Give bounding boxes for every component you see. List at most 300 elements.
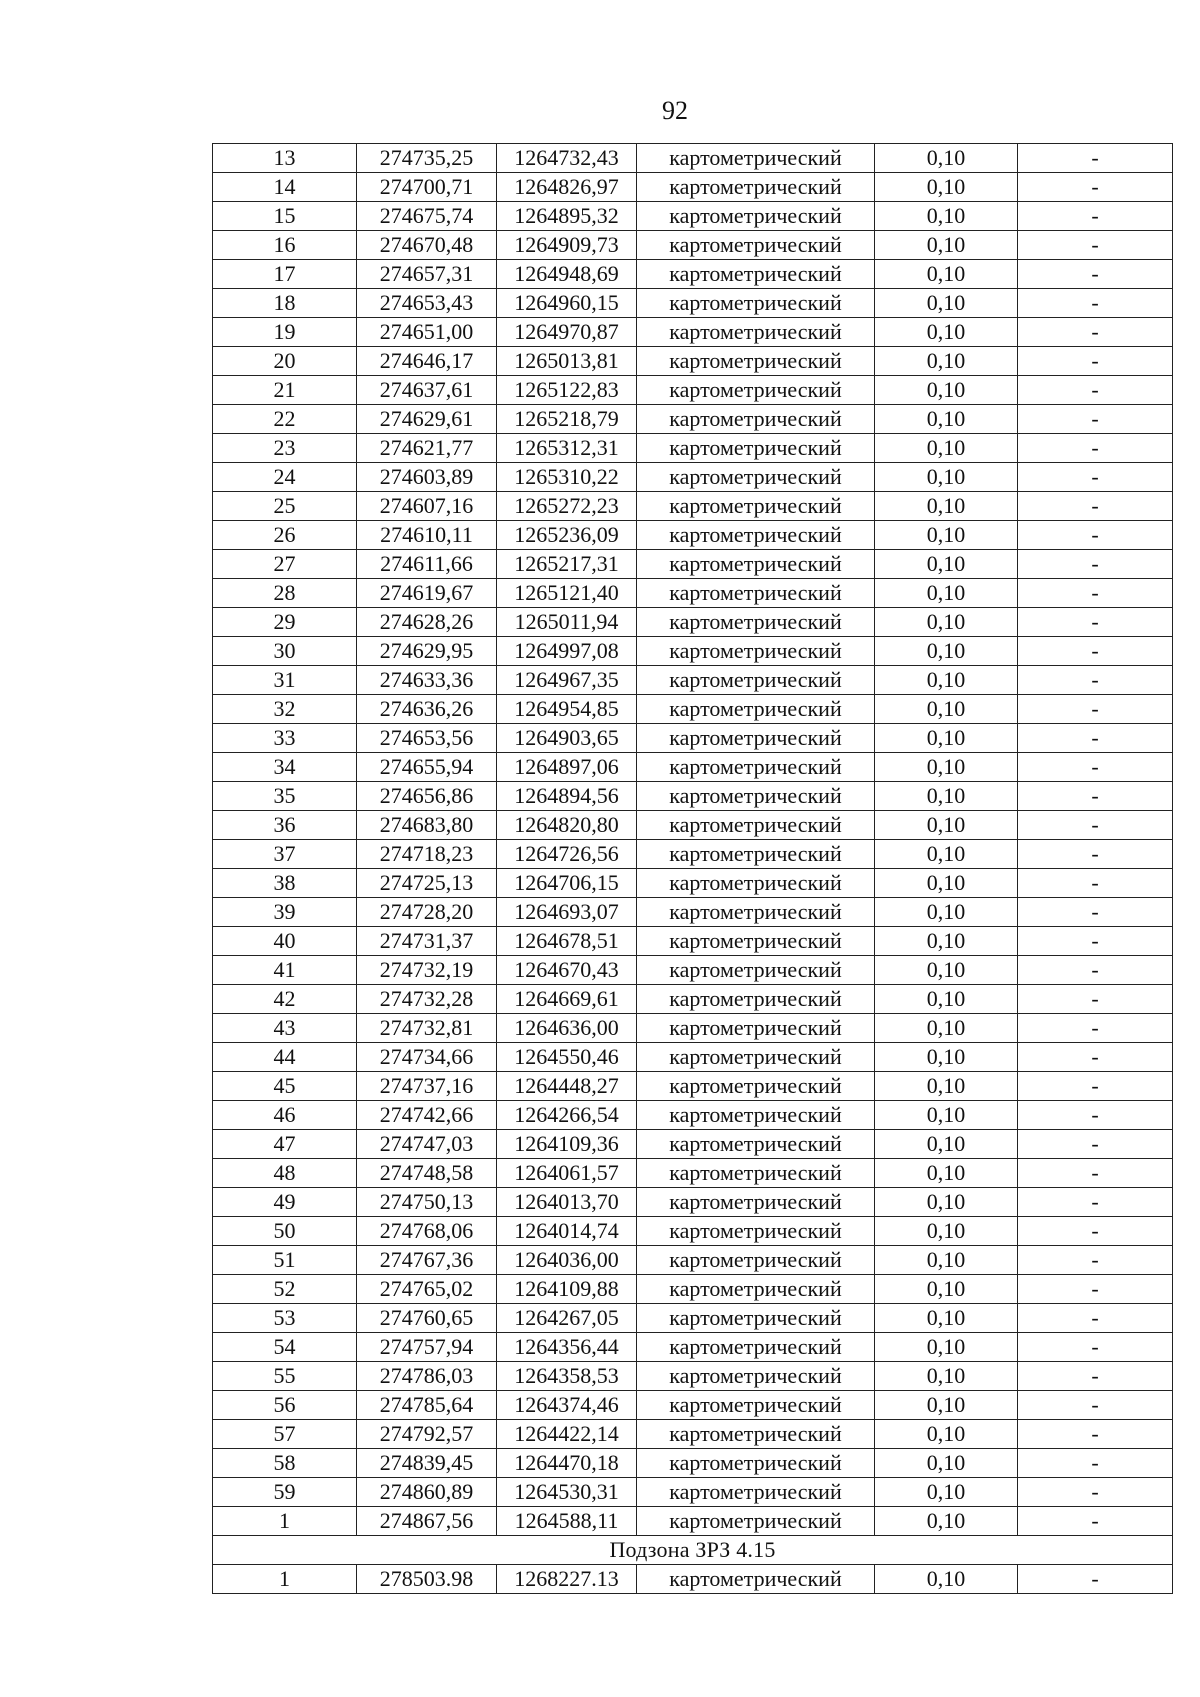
table-row: [213, 405, 1173, 434]
description-cell: -: [1018, 724, 1173, 753]
accuracy-cell: 0,10: [875, 985, 1018, 1014]
method-cell: картометрический: [637, 1246, 875, 1275]
accuracy-cell: 0,10: [875, 927, 1018, 956]
point-number-cell: 16: [213, 231, 357, 260]
description-cell: -: [1018, 666, 1173, 695]
accuracy-cell: 0,10: [875, 521, 1018, 550]
description-cell: -: [1018, 1449, 1173, 1478]
description-cell: -: [1018, 1101, 1173, 1130]
point-number-cell: 33: [213, 724, 357, 753]
point-number-cell: 31: [213, 666, 357, 695]
point-number-cell: 13: [213, 144, 357, 173]
y-coordinate-cell: 1264897,06: [497, 753, 637, 782]
accuracy-cell: 0,10: [875, 1565, 1018, 1594]
y-coordinate-cell: 1264948,69: [497, 260, 637, 289]
table-row: [213, 898, 1173, 927]
description-cell: -: [1018, 927, 1173, 956]
x-coordinate-cell: 274675,74: [357, 202, 497, 231]
point-number-cell: 34: [213, 753, 357, 782]
description-cell: -: [1018, 1565, 1173, 1594]
description-cell: -: [1018, 956, 1173, 985]
method-cell: картометрический: [637, 347, 875, 376]
method-cell: картометрический: [637, 898, 875, 927]
accuracy-cell: 0,10: [875, 260, 1018, 289]
y-coordinate-cell: 1264997,08: [497, 637, 637, 666]
description-cell: -: [1018, 1246, 1173, 1275]
point-number-cell: 35: [213, 782, 357, 811]
method-cell: картометрический: [637, 608, 875, 637]
description-cell: -: [1018, 1130, 1173, 1159]
point-number-cell: 18: [213, 289, 357, 318]
x-coordinate-cell: 274619,67: [357, 579, 497, 608]
x-coordinate-cell: 274747,03: [357, 1130, 497, 1159]
description-cell: -: [1018, 811, 1173, 840]
y-coordinate-cell: 1264732,43: [497, 144, 637, 173]
point-number-cell: 1: [213, 1507, 357, 1536]
description-cell: -: [1018, 1014, 1173, 1043]
description-cell: -: [1018, 1362, 1173, 1391]
table-row: [213, 202, 1173, 231]
accuracy-cell: 0,10: [875, 1362, 1018, 1391]
x-coordinate-cell: 274839,45: [357, 1449, 497, 1478]
table-row: [213, 869, 1173, 898]
point-number-cell: 20: [213, 347, 357, 376]
y-coordinate-cell: 1264530,31: [497, 1478, 637, 1507]
table-row: [213, 1188, 1173, 1217]
description-cell: -: [1018, 492, 1173, 521]
x-coordinate-cell: 274657,31: [357, 260, 497, 289]
accuracy-cell: 0,10: [875, 666, 1018, 695]
point-number-cell: 46: [213, 1101, 357, 1130]
x-coordinate-cell: 278503.98: [357, 1565, 497, 1594]
accuracy-cell: 0,10: [875, 956, 1018, 985]
point-number-cell: 59: [213, 1478, 357, 1507]
x-coordinate-cell: 274629,61: [357, 405, 497, 434]
y-coordinate-cell: 1264109,88: [497, 1275, 637, 1304]
table-row: [213, 550, 1173, 579]
table-row: [213, 521, 1173, 550]
point-number-cell: 26: [213, 521, 357, 550]
accuracy-cell: 0,10: [875, 347, 1018, 376]
method-cell: картометрический: [637, 1333, 875, 1362]
table-row: [213, 318, 1173, 347]
description-cell: -: [1018, 1391, 1173, 1420]
method-cell: картометрический: [637, 492, 875, 521]
point-number-cell: 58: [213, 1449, 357, 1478]
method-cell: картометрический: [637, 550, 875, 579]
description-cell: -: [1018, 1043, 1173, 1072]
x-coordinate-cell: 274670,48: [357, 231, 497, 260]
y-coordinate-cell: 1264014,74: [497, 1217, 637, 1246]
method-cell: картометрический: [637, 231, 875, 260]
table-row: [213, 724, 1173, 753]
point-number-cell: 24: [213, 463, 357, 492]
accuracy-cell: 0,10: [875, 1043, 1018, 1072]
x-coordinate-cell: 274737,16: [357, 1072, 497, 1101]
accuracy-cell: 0,10: [875, 1217, 1018, 1246]
method-cell: картометрический: [637, 521, 875, 550]
subzone-title-row: [213, 1536, 1173, 1565]
accuracy-cell: 0,10: [875, 405, 1018, 434]
point-number-cell: 15: [213, 202, 357, 231]
table-row: [213, 753, 1173, 782]
x-coordinate-cell: 274786,03: [357, 1362, 497, 1391]
accuracy-cell: 0,10: [875, 695, 1018, 724]
y-coordinate-cell: 1264636,00: [497, 1014, 637, 1043]
subzone-section: [213, 1536, 1173, 1565]
method-cell: картометрический: [637, 724, 875, 753]
description-cell: -: [1018, 608, 1173, 637]
y-coordinate-cell: 1265011,94: [497, 608, 637, 637]
x-coordinate-cell: 274621,77: [357, 434, 497, 463]
description-cell: -: [1018, 840, 1173, 869]
accuracy-cell: 0,10: [875, 492, 1018, 521]
x-coordinate-cell: 274656,86: [357, 782, 497, 811]
table-row: [213, 811, 1173, 840]
accuracy-cell: 0,10: [875, 840, 1018, 869]
description-cell: -: [1018, 144, 1173, 173]
accuracy-cell: 0,10: [875, 1420, 1018, 1449]
x-coordinate-cell: 274792,57: [357, 1420, 497, 1449]
point-number-cell: 52: [213, 1275, 357, 1304]
y-coordinate-cell: 1264726,56: [497, 840, 637, 869]
method-cell: картометрический: [637, 985, 875, 1014]
y-coordinate-cell: 1264693,07: [497, 898, 637, 927]
table-row: [213, 1217, 1173, 1246]
table-row: [213, 1014, 1173, 1043]
table-row: [213, 956, 1173, 985]
table-row: [213, 1072, 1173, 1101]
y-coordinate-cell: 1265217,31: [497, 550, 637, 579]
y-coordinate-cell: 1268227.13: [497, 1565, 637, 1594]
x-coordinate-cell: 274860,89: [357, 1478, 497, 1507]
point-number-cell: 39: [213, 898, 357, 927]
description-cell: -: [1018, 550, 1173, 579]
method-cell: картометрический: [637, 260, 875, 289]
method-cell: картометрический: [637, 579, 875, 608]
point-number-cell: 44: [213, 1043, 357, 1072]
description-cell: -: [1018, 173, 1173, 202]
method-cell: картометрический: [637, 1130, 875, 1159]
y-coordinate-cell: 1264374,46: [497, 1391, 637, 1420]
method-cell: картометрический: [637, 405, 875, 434]
y-coordinate-cell: 1264669,61: [497, 985, 637, 1014]
accuracy-cell: 0,10: [875, 144, 1018, 173]
y-coordinate-cell: 1264356,44: [497, 1333, 637, 1362]
accuracy-cell: 0,10: [875, 1478, 1018, 1507]
x-coordinate-cell: 274629,95: [357, 637, 497, 666]
x-coordinate-cell: 274725,13: [357, 869, 497, 898]
y-coordinate-cell: 1264894,56: [497, 782, 637, 811]
y-coordinate-cell: 1265013,81: [497, 347, 637, 376]
table-row: [213, 1420, 1173, 1449]
y-coordinate-cell: 1264267,05: [497, 1304, 637, 1333]
method-cell: картометрический: [637, 1391, 875, 1420]
method-cell: картометрический: [637, 1188, 875, 1217]
description-cell: -: [1018, 1217, 1173, 1246]
description-cell: -: [1018, 347, 1173, 376]
x-coordinate-cell: 274651,00: [357, 318, 497, 347]
y-coordinate-cell: 1264895,32: [497, 202, 637, 231]
y-coordinate-cell: 1264670,43: [497, 956, 637, 985]
table-row: [213, 492, 1173, 521]
x-coordinate-cell: 274610,11: [357, 521, 497, 550]
accuracy-cell: 0,10: [875, 1072, 1018, 1101]
y-coordinate-cell: 1264954,85: [497, 695, 637, 724]
method-cell: картометрический: [637, 318, 875, 347]
table-row: [213, 840, 1173, 869]
x-coordinate-cell: 274655,94: [357, 753, 497, 782]
x-coordinate-cell: 274633,36: [357, 666, 497, 695]
method-cell: картометрический: [637, 1362, 875, 1391]
point-number-cell: 27: [213, 550, 357, 579]
point-number-cell: 1: [213, 1565, 357, 1594]
y-coordinate-cell: 1264358,53: [497, 1362, 637, 1391]
accuracy-cell: 0,10: [875, 550, 1018, 579]
table-row: [213, 782, 1173, 811]
y-coordinate-cell: 1265236,09: [497, 521, 637, 550]
x-coordinate-cell: 274768,06: [357, 1217, 497, 1246]
description-cell: -: [1018, 1478, 1173, 1507]
accuracy-cell: 0,10: [875, 1304, 1018, 1333]
table-row: [213, 579, 1173, 608]
table-row: [213, 1275, 1173, 1304]
x-coordinate-cell: 274607,16: [357, 492, 497, 521]
point-number-cell: 47: [213, 1130, 357, 1159]
method-cell: картометрический: [637, 1304, 875, 1333]
point-number-cell: 43: [213, 1014, 357, 1043]
accuracy-cell: 0,10: [875, 724, 1018, 753]
method-cell: картометрический: [637, 869, 875, 898]
method-cell: картометрический: [637, 144, 875, 173]
table-row: [213, 144, 1173, 173]
x-coordinate-cell: 274735,25: [357, 144, 497, 173]
table-row: [213, 1304, 1173, 1333]
point-number-cell: 55: [213, 1362, 357, 1391]
method-cell: картометрический: [637, 1275, 875, 1304]
point-number-cell: 42: [213, 985, 357, 1014]
accuracy-cell: 0,10: [875, 637, 1018, 666]
table-row: [213, 1478, 1173, 1507]
description-cell: -: [1018, 260, 1173, 289]
y-coordinate-cell: 1264266,54: [497, 1101, 637, 1130]
y-coordinate-cell: 1264422,14: [497, 1420, 637, 1449]
accuracy-cell: 0,10: [875, 289, 1018, 318]
table-row: [213, 173, 1173, 202]
description-cell: -: [1018, 1275, 1173, 1304]
point-number-cell: 30: [213, 637, 357, 666]
description-cell: -: [1018, 318, 1173, 347]
y-coordinate-cell: 1264470,18: [497, 1449, 637, 1478]
table-row: [213, 463, 1173, 492]
description-cell: -: [1018, 463, 1173, 492]
y-coordinate-cell: 1265310,22: [497, 463, 637, 492]
x-coordinate-cell: 274732,19: [357, 956, 497, 985]
description-cell: -: [1018, 898, 1173, 927]
y-coordinate-cell: 1264036,00: [497, 1246, 637, 1275]
x-coordinate-cell: 274683,80: [357, 811, 497, 840]
description-cell: -: [1018, 289, 1173, 318]
method-cell: картометрический: [637, 173, 875, 202]
x-coordinate-cell: 274718,23: [357, 840, 497, 869]
table-row: [213, 1391, 1173, 1420]
point-number-cell: 54: [213, 1333, 357, 1362]
point-number-cell: 21: [213, 376, 357, 405]
x-coordinate-cell: 274765,02: [357, 1275, 497, 1304]
method-cell: картометрический: [637, 782, 875, 811]
point-number-cell: 57: [213, 1420, 357, 1449]
table-row: [213, 1246, 1173, 1275]
table-row: [213, 289, 1173, 318]
point-number-cell: 48: [213, 1159, 357, 1188]
accuracy-cell: 0,10: [875, 1159, 1018, 1188]
coordinates-table: [212, 143, 1173, 1594]
table-row: [213, 985, 1173, 1014]
method-cell: картометрический: [637, 376, 875, 405]
accuracy-cell: 0,10: [875, 898, 1018, 927]
accuracy-cell: 0,10: [875, 1275, 1018, 1304]
table-row: [213, 260, 1173, 289]
point-number-cell: 56: [213, 1391, 357, 1420]
accuracy-cell: 0,10: [875, 202, 1018, 231]
x-coordinate-cell: 274653,56: [357, 724, 497, 753]
table-row: [213, 231, 1173, 260]
x-coordinate-cell: 274628,26: [357, 608, 497, 637]
accuracy-cell: 0,10: [875, 1507, 1018, 1536]
point-number-cell: 28: [213, 579, 357, 608]
y-coordinate-cell: 1264061,57: [497, 1159, 637, 1188]
method-cell: картометрический: [637, 1565, 875, 1594]
method-cell: картометрический: [637, 1478, 875, 1507]
description-cell: -: [1018, 869, 1173, 898]
method-cell: картометрический: [637, 1159, 875, 1188]
method-cell: картометрический: [637, 1043, 875, 1072]
method-cell: картометрический: [637, 1072, 875, 1101]
y-coordinate-cell: 1264820,80: [497, 811, 637, 840]
x-coordinate-cell: 274728,20: [357, 898, 497, 927]
y-coordinate-cell: 1265121,40: [497, 579, 637, 608]
subzone-title: Подзона ЗРЗ 4.15: [213, 1536, 1173, 1565]
coordinates-table-body: [213, 144, 1173, 1536]
table-row: [213, 637, 1173, 666]
table-row: [213, 608, 1173, 637]
y-coordinate-cell: 1264448,27: [497, 1072, 637, 1101]
description-cell: -: [1018, 1304, 1173, 1333]
x-coordinate-cell: 274734,66: [357, 1043, 497, 1072]
x-coordinate-cell: 274767,36: [357, 1246, 497, 1275]
y-coordinate-cell: 1264588,11: [497, 1507, 637, 1536]
method-cell: картометрический: [637, 434, 875, 463]
y-coordinate-cell: 1264550,46: [497, 1043, 637, 1072]
point-number-cell: 19: [213, 318, 357, 347]
accuracy-cell: 0,10: [875, 1101, 1018, 1130]
description-cell: -: [1018, 202, 1173, 231]
x-coordinate-cell: 274748,58: [357, 1159, 497, 1188]
point-number-cell: 14: [213, 173, 357, 202]
table-row: [213, 1362, 1173, 1391]
accuracy-cell: 0,10: [875, 869, 1018, 898]
accuracy-cell: 0,10: [875, 782, 1018, 811]
method-cell: картометрический: [637, 753, 875, 782]
method-cell: картометрический: [637, 1014, 875, 1043]
point-number-cell: 38: [213, 869, 357, 898]
x-coordinate-cell: 274732,81: [357, 1014, 497, 1043]
x-coordinate-cell: 274785,64: [357, 1391, 497, 1420]
accuracy-cell: 0,10: [875, 1130, 1018, 1159]
y-coordinate-cell: 1264903,65: [497, 724, 637, 753]
table-row: [213, 1043, 1173, 1072]
table-row: [213, 1565, 1173, 1594]
accuracy-cell: 0,10: [875, 231, 1018, 260]
method-cell: картометрический: [637, 1449, 875, 1478]
y-coordinate-cell: 1264909,73: [497, 231, 637, 260]
description-cell: -: [1018, 434, 1173, 463]
table-row: [213, 1101, 1173, 1130]
point-number-cell: 40: [213, 927, 357, 956]
point-number-cell: 41: [213, 956, 357, 985]
description-cell: -: [1018, 695, 1173, 724]
point-number-cell: 37: [213, 840, 357, 869]
method-cell: картометрический: [637, 463, 875, 492]
description-cell: -: [1018, 753, 1173, 782]
description-cell: -: [1018, 1333, 1173, 1362]
x-coordinate-cell: 274646,17: [357, 347, 497, 376]
accuracy-cell: 0,10: [875, 463, 1018, 492]
table-row: [213, 666, 1173, 695]
y-coordinate-cell: 1264013,70: [497, 1188, 637, 1217]
x-coordinate-cell: 274742,66: [357, 1101, 497, 1130]
description-cell: -: [1018, 231, 1173, 260]
method-cell: картометрический: [637, 1217, 875, 1246]
accuracy-cell: 0,10: [875, 173, 1018, 202]
method-cell: картометрический: [637, 956, 875, 985]
description-cell: -: [1018, 1420, 1173, 1449]
method-cell: картометрический: [637, 666, 875, 695]
method-cell: картометрический: [637, 695, 875, 724]
table-row: [213, 376, 1173, 405]
point-number-cell: 45: [213, 1072, 357, 1101]
method-cell: картометрический: [637, 840, 875, 869]
subzone-table-body: [213, 1565, 1173, 1594]
method-cell: картометрический: [637, 289, 875, 318]
description-cell: -: [1018, 521, 1173, 550]
description-cell: -: [1018, 405, 1173, 434]
x-coordinate-cell: 274867,56: [357, 1507, 497, 1536]
x-coordinate-cell: 274611,66: [357, 550, 497, 579]
y-coordinate-cell: 1265218,79: [497, 405, 637, 434]
point-number-cell: 23: [213, 434, 357, 463]
x-coordinate-cell: 274637,61: [357, 376, 497, 405]
x-coordinate-cell: 274731,37: [357, 927, 497, 956]
x-coordinate-cell: 274750,13: [357, 1188, 497, 1217]
point-number-cell: 17: [213, 260, 357, 289]
x-coordinate-cell: 274757,94: [357, 1333, 497, 1362]
description-cell: -: [1018, 1072, 1173, 1101]
accuracy-cell: 0,10: [875, 376, 1018, 405]
x-coordinate-cell: 274636,26: [357, 695, 497, 724]
point-number-cell: 50: [213, 1217, 357, 1246]
method-cell: картометрический: [637, 1101, 875, 1130]
accuracy-cell: 0,10: [875, 434, 1018, 463]
y-coordinate-cell: 1264678,51: [497, 927, 637, 956]
accuracy-cell: 0,10: [875, 1333, 1018, 1362]
y-coordinate-cell: 1264109,36: [497, 1130, 637, 1159]
accuracy-cell: 0,10: [875, 318, 1018, 347]
y-coordinate-cell: 1264967,35: [497, 666, 637, 695]
x-coordinate-cell: 274732,28: [357, 985, 497, 1014]
table-row: [213, 1333, 1173, 1362]
point-number-cell: 53: [213, 1304, 357, 1333]
